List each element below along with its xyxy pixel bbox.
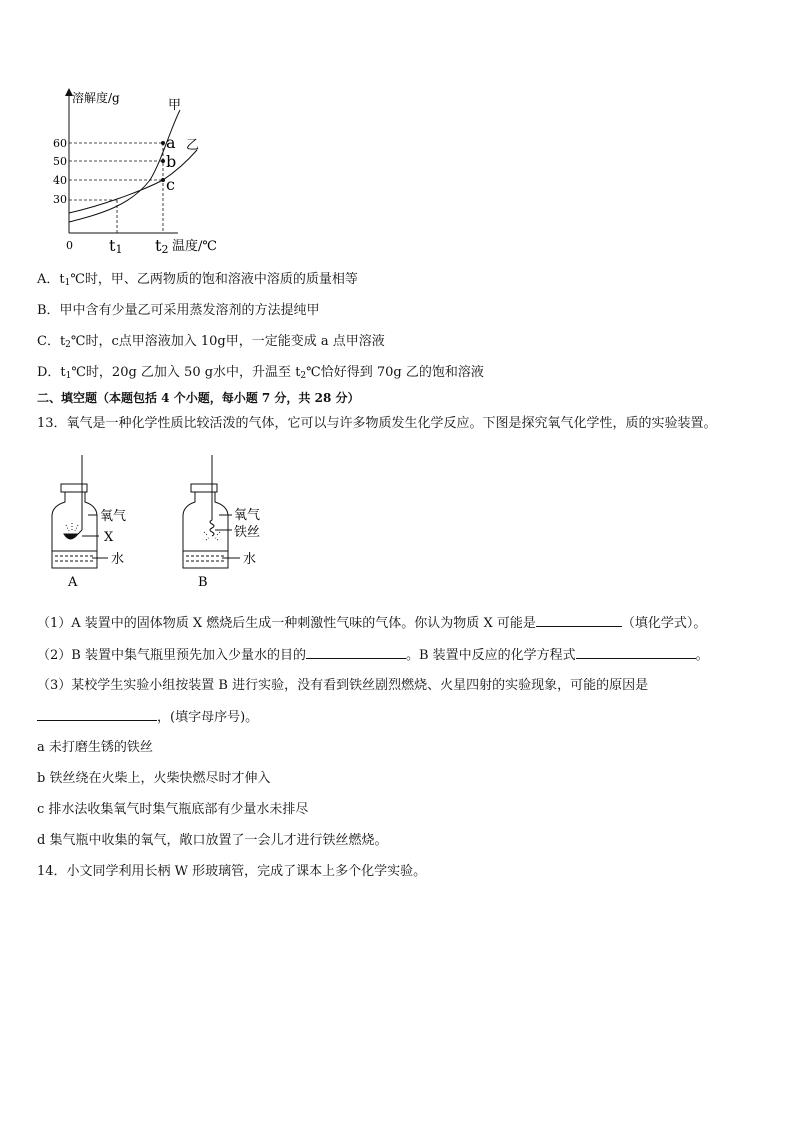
option-c: C．$t_2℃$时，c点甲溶液加入 10g甲，一定能变成 a 点甲溶液: [37, 334, 385, 350]
y-tick-30: 30: [53, 193, 67, 206]
q13-choice-a: a 未打磨生锈的铁丝: [37, 740, 153, 755]
q13-part3-answer: ，(填字母序号)。: [37, 708, 258, 727]
q13-part3: （3）某校学生实验小组按装置 B 进行实验，没有看到铁丝剧烈燃烧、火星四射的实验现象，可能的原因是: [37, 678, 649, 693]
curve-yi: [69, 150, 197, 213]
answer-blank-2[interactable]: [306, 646, 406, 659]
option-d: D．$t_1℃$时，20g 乙加入 50 g水中，升温至 $t_2℃$恰好得到 70g 乙的饱和溶液: [37, 365, 484, 381]
y-tick-40: 40: [53, 174, 67, 187]
point-c-dot: [161, 178, 165, 182]
apparatus-b-caption: B: [198, 575, 208, 590]
apparatus-b-oxygen-label: 氧气: [234, 508, 261, 523]
q13-part2: （2）B 装置中集气瓶里预先加入少量水的目的 。B 装置中反应的化学方程式 。: [37, 648, 709, 663]
q13-choice-c: c 排水法收集氧气时集气瓶底部有少量水未排尽: [37, 802, 309, 817]
y-tick-60: 60: [53, 137, 67, 150]
x-tick-t2: t2: [155, 236, 169, 256]
point-a-label: a: [166, 133, 176, 152]
origin-label: 0: [66, 239, 73, 252]
option-a: A．$t_1℃$时，甲、乙两物质的饱和溶液中溶质的质量相等: [37, 272, 358, 288]
q13-choice-b: b 铁丝绕在火柴上，火柴快燃尽时才伸入: [37, 771, 271, 786]
curve-yi-label: 乙: [186, 138, 200, 153]
apparatus-a-water-label: 水: [111, 552, 125, 567]
apparatus-b-water-label: 水: [243, 552, 257, 567]
solubility-graph: [40, 85, 240, 257]
apparatus-a-x-label: X: [104, 530, 114, 545]
answer-blank-1[interactable]: [536, 614, 622, 627]
point-b-dot: [161, 159, 165, 163]
curve-jia-label: 甲: [168, 98, 182, 113]
y-tick-50: 50: [53, 155, 67, 168]
apparatus-a-caption: A: [68, 575, 78, 590]
apparatus-b: [183, 455, 240, 568]
option-b: B．甲中含有少量乙可采用蒸发溶剂的方法提纯甲: [37, 303, 320, 318]
answer-blank-3[interactable]: [576, 646, 696, 659]
apparatus-figure: [40, 452, 280, 594]
q13-stem: 13．氧气是一种化学性质比较活泼的气体，它可以与许多物质发生化学反应。下图是探究氧气化学性，质的实验装置。: [37, 416, 717, 431]
y-axis-label: 溶解度/g: [72, 91, 120, 105]
q14-stem: 14．小文同学利用长柄 W 形玻璃管，完成了课本上多个化学实验。: [37, 864, 427, 879]
apparatus-b-wire-label: 铁丝: [234, 525, 261, 540]
apparatus-a-oxygen-label: 氧气: [100, 509, 127, 524]
x-axis-label: 温度/℃: [172, 239, 217, 254]
q13-choice-d: d 集气瓶中收集的氧气，敞口放置了一会儿才进行铁丝燃烧。: [37, 833, 388, 848]
point-b-label: b: [166, 152, 177, 171]
x-tick-t1: t1: [109, 236, 123, 256]
point-a-dot: [161, 141, 165, 145]
point-c-label: c: [166, 175, 175, 194]
answer-blank-4[interactable]: [37, 708, 157, 721]
section-heading: 二、填空题（本题包括 4 个小题，每小题 7 分，共 28 分）: [37, 391, 360, 405]
q13-part1: （1）A 装置中的固体物质 X 燃烧后生成一种刺激性气味的气体。你认为物质 X 可能是 （填化学式）。: [37, 616, 707, 631]
dashed-guides: [69, 143, 163, 233]
